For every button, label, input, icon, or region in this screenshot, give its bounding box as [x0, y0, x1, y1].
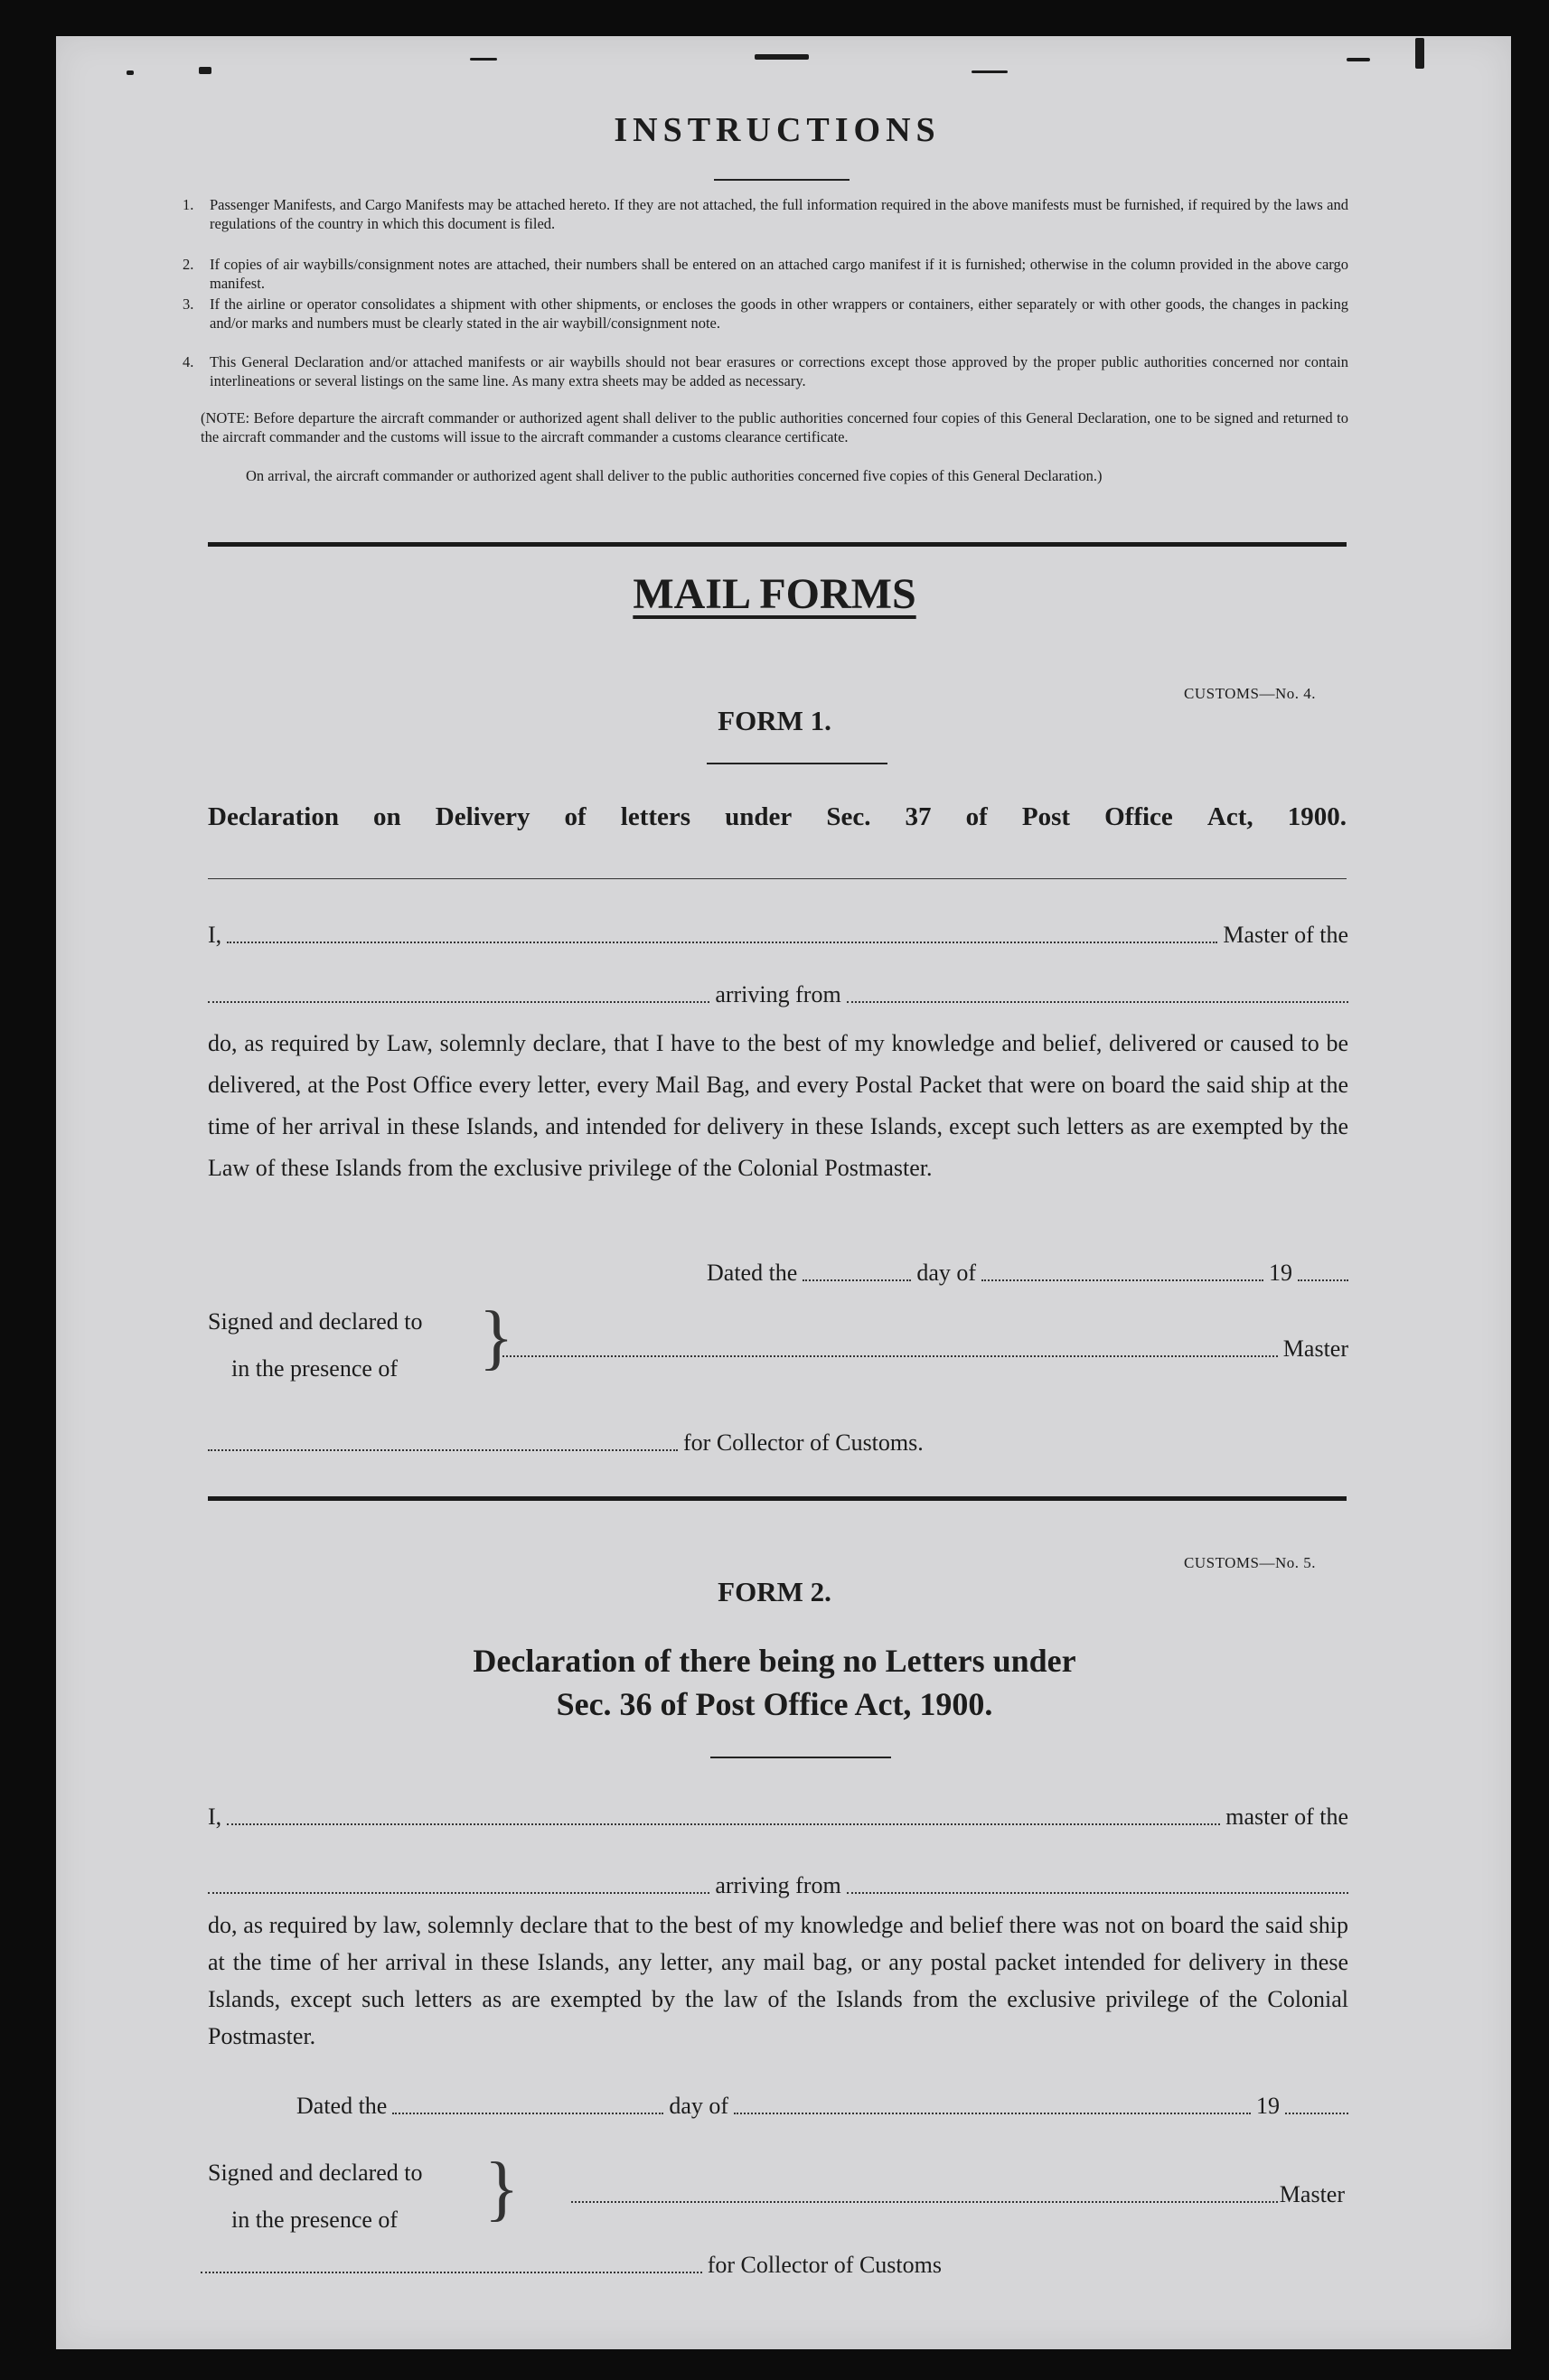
form2-master-label: Master — [1279, 2181, 1345, 2207]
instruction-item — [183, 295, 1348, 333]
form1-line-prefix: I, — [208, 922, 222, 948]
top-edge-mark — [127, 70, 134, 75]
form2-body: do, as required by law, solemnly declare that to the best of my knowledge and belief there was not on board the said ship at the time of her arrival in these Islands, any letter, any mail bag, or any postal packet intended for delivery in these Islands, except such letters as are exempted by the law of the Islands from the exclusive privilege of the Colonial Postmaster. — [208, 1912, 1348, 2049]
form1-master-label: Master — [1282, 1335, 1348, 1362]
heading-word: on — [373, 802, 401, 831]
top-edge-mark — [1415, 38, 1424, 69]
instruction-item — [183, 195, 1348, 233]
form1-year-blank[interactable] — [1298, 1279, 1348, 1281]
instruction-item — [183, 255, 1348, 293]
form2-dated-line — [296, 2093, 1348, 2120]
form2-presence-label: in the presence of — [231, 2207, 399, 2233]
form2-ship-blank[interactable] — [208, 1892, 709, 1894]
mail-forms-title-text: MAIL FORMS — [633, 570, 916, 618]
form1-presence-label: in the presence of — [231, 1355, 399, 1382]
form1-collector-label: for Collector of Customs. — [683, 1429, 924, 1456]
form2-day-of: day of — [669, 2093, 729, 2119]
mail-forms-title — [0, 569, 1549, 619]
form2-line-suffix: master of the — [1225, 1804, 1348, 1830]
instruction-text: This General Declaration and/or attached manifests or air waybills should not bear erasures or corrections except those approved by the proper public authorities concerned nor contain interlineations or several listings on the same line. As many extra sheets may be added as necessary. — [210, 353, 1348, 389]
heading-word: 1900. — [1287, 802, 1347, 831]
form2-declaration-line1: Declaration of there being no Letters under — [473, 1643, 1076, 1679]
form2-year-blank[interactable] — [1285, 2113, 1348, 2114]
section-divider — [208, 1496, 1347, 1501]
instruction-number: 3. — [183, 295, 194, 313]
form2-signature-blank[interactable] — [571, 2201, 1278, 2203]
heading-word: of — [564, 802, 587, 831]
form1-dated-the: Dated the — [707, 1260, 798, 1286]
form2-dated-the: Dated the — [296, 2093, 388, 2119]
instruction-text: If copies of air waybills/consignment notes are attached, their numbers shall be entered on an attached cargo manifest if it is furnished; otherwise in the column provided in the above cargo manifest. — [210, 256, 1348, 292]
form1-master-signature-line — [502, 1335, 1348, 1363]
form1-declaration-heading — [208, 802, 1347, 832]
form1-heading-rule — [208, 878, 1347, 879]
form2-origin-blank[interactable] — [847, 1892, 1348, 1894]
form2-master-line — [208, 1804, 1348, 1831]
form2-title-rule — [710, 1757, 891, 1758]
form1-collector-line — [208, 1429, 985, 1457]
form1-title: FORM 1. — [718, 705, 831, 736]
form1-line-suffix: Master of the — [1223, 922, 1348, 948]
top-edge-mark — [199, 67, 211, 74]
form2-customs-number: CUSTOMS—No. 5. — [1184, 1554, 1317, 1571]
form1-arriving-from: arriving from — [715, 981, 841, 1007]
form1-name-blank[interactable] — [227, 942, 1217, 943]
form1-collector-blank[interactable] — [208, 1449, 678, 1451]
form1-brace: } — [479, 1298, 514, 1377]
form1-master-line — [208, 922, 1348, 949]
heading-word: Office — [1104, 802, 1173, 831]
form1-day-of: day of — [916, 1260, 977, 1286]
top-edge-mark — [755, 54, 809, 60]
form1-dated-line — [707, 1260, 1348, 1287]
form2-title: FORM 2. — [718, 1576, 831, 1607]
form2-declaration-line2: Sec. 36 of Post Office Act, 1900. — [556, 1686, 993, 1722]
form2-collector-label: for Collector of Customs — [707, 2252, 942, 2278]
form2-signed-label: Signed and declared to — [208, 2160, 423, 2186]
form1-signed-label: Signed and declared to — [208, 1308, 423, 1335]
heading-word: 37 — [905, 802, 932, 831]
instruction-text: If the airline or operator consolidates a shipment with other shipments, or encloses the goods in other wrappers or containers, either separately or with other goods, the changes in packing and/or marks and numbers must be clearly stated in the air waybill/consignment note. — [210, 295, 1348, 332]
heading-word: under — [725, 802, 793, 831]
heading-word: of — [965, 802, 988, 831]
top-edge-mark — [1347, 58, 1370, 61]
instructions-title: INSTRUCTIONS — [614, 111, 941, 149]
instructions-note: (NOTE: Before departure the aircraft commander or authorized agent shall deliver to the public authorities concerned four copies of this General Declaration, one to be signed and returned to the aircraft commander and the customs will issue to the aircraft commander a customs clearance certificate. — [201, 409, 1348, 445]
heading-word: Delivery — [435, 802, 530, 831]
heading-word: Act, — [1206, 802, 1253, 831]
form1-origin-blank[interactable] — [847, 1001, 1348, 1003]
form2-day-blank[interactable] — [392, 2113, 663, 2114]
top-edge-mark — [470, 58, 497, 61]
instruction-number: 2. — [183, 256, 194, 273]
form1-customs-number: CUSTOMS—No. 4. — [1184, 685, 1317, 702]
form1-month-blank[interactable] — [981, 1279, 1263, 1281]
instruction-number: 1. — [183, 196, 194, 213]
form2-month-blank[interactable] — [734, 2113, 1251, 2114]
form1-day-blank[interactable] — [803, 1279, 911, 1281]
instructions-note-arrival: On arrival, the aircraft commander or authorized agent shall deliver to the public authorities concerned five copies of this General Declaration.) — [246, 467, 1103, 484]
heading-word: letters — [620, 802, 691, 831]
heading-word: Sec. — [826, 802, 871, 831]
instruction-item — [183, 352, 1348, 390]
form2-name-blank[interactable] — [227, 1823, 1220, 1825]
form1-arriving-line — [208, 981, 1348, 1008]
form2-line-prefix: I, — [208, 1804, 222, 1830]
instructions-underline — [714, 179, 850, 181]
form1-signature-blank[interactable] — [502, 1355, 1278, 1357]
form2-arriving-from: arriving from — [715, 1872, 841, 1898]
instruction-text: Passenger Manifests, and Cargo Manifests may be attached hereto. If they are not attached, the full information required in the above manifests must be furnished, if required by the laws and regulations of the country in which this document is filed. — [210, 196, 1348, 232]
form1-year-prefix: 19 — [1269, 1260, 1292, 1286]
form2-collector-line — [201, 2252, 942, 2279]
form2-arriving-line — [208, 1872, 1348, 1899]
heading-word: Declaration — [208, 802, 339, 831]
heading-word: Post — [1021, 802, 1071, 831]
form2-master-signature-line — [571, 2181, 1345, 2208]
section-divider — [208, 542, 1347, 547]
form2-brace: } — [484, 2149, 520, 2228]
form1-title-rule — [707, 763, 887, 764]
form2-collector-blank[interactable] — [201, 2272, 702, 2273]
instruction-number: 4. — [183, 353, 194, 370]
form1-ship-blank[interactable] — [208, 1001, 709, 1003]
form1-body: do, as required by Law, solemnly declare, that I have to the best of my knowledge and belief, delivered or caused to be delivered, at the Post Office every letter, every Mail Bag, and every Postal Packet that were on board the said ship at the time of her arrival in these Islands, and intended for delivery in these Islands, except such letters as are exempted by the Law of these Islands from the exclusive privilege of the Colonial Postmaster. — [208, 1030, 1348, 1181]
top-edge-mark — [972, 70, 1008, 73]
form2-year-prefix: 19 — [1256, 2093, 1280, 2119]
